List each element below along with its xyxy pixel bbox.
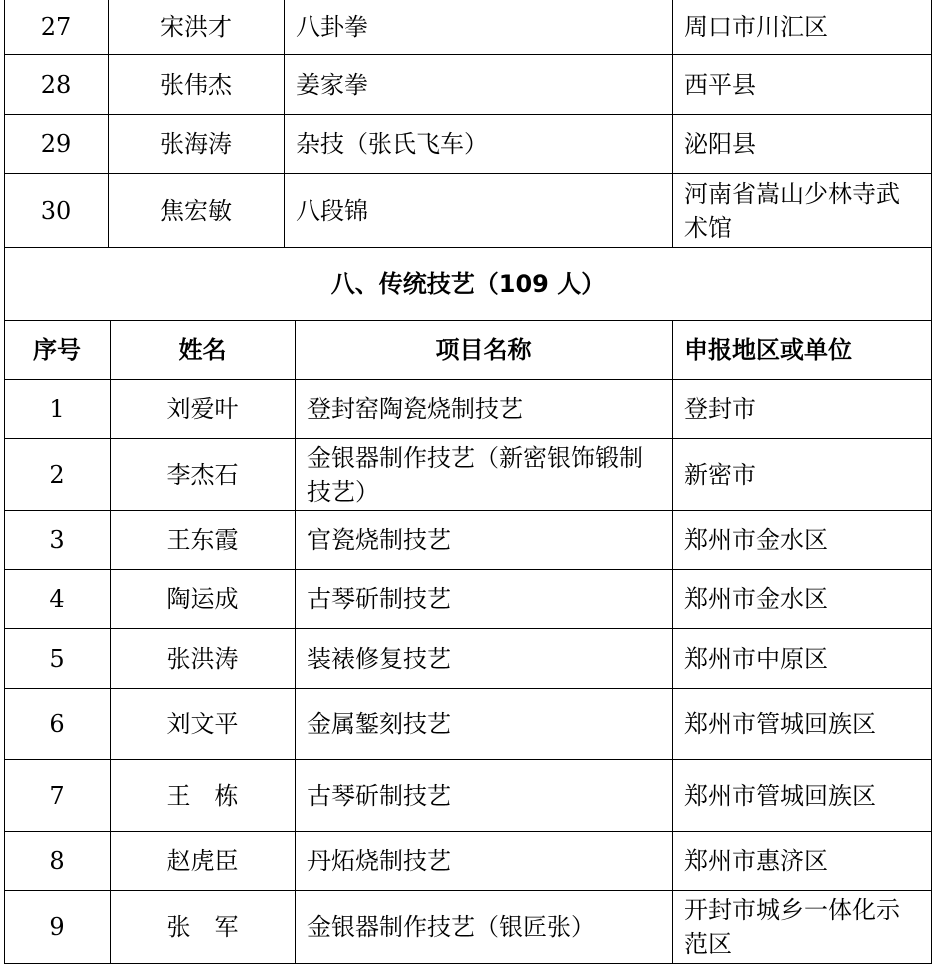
grid-line — [4, 379, 932, 380]
row-region: 郑州市管城回族区 — [684, 710, 876, 738]
row-region: 郑州市中原区 — [684, 644, 828, 673]
row-name: 张 军 — [166, 913, 239, 941]
grid-line — [4, 320, 932, 321]
row-number: 6 — [49, 710, 65, 738]
row-name: 赵虎臣 — [166, 847, 239, 875]
row-name: 王 栋 — [166, 781, 239, 810]
row-region: 新密市 — [684, 460, 756, 489]
row-number: 4 — [49, 585, 65, 613]
header-region: 申报地区或单位 — [684, 336, 852, 364]
row-project: 杂技（张氏飞车） — [296, 130, 488, 158]
row-project: 姜家拳 — [296, 70, 368, 99]
row-number: 5 — [49, 644, 65, 673]
row-name: 陶运成 — [166, 585, 239, 613]
row-project: 古琴斫制技艺 — [307, 585, 451, 613]
row-project: 登封窑陶瓷烧制技艺 — [307, 395, 523, 423]
row-region: 泌阳县 — [684, 130, 756, 158]
grid-line — [108, 0, 109, 248]
grid-line — [284, 0, 285, 248]
row-number: 2 — [49, 460, 65, 489]
grid-line — [4, 963, 932, 964]
row-project: 八卦拳 — [296, 13, 368, 41]
grid-line — [672, 0, 673, 248]
row-number: 29 — [40, 130, 72, 158]
grid-line — [4, 438, 932, 439]
row-project: 装裱修复技艺 — [307, 644, 451, 673]
row-project: 金银器制作技艺（新密银饰锻制技艺） — [307, 443, 643, 506]
row-number: 8 — [49, 847, 65, 875]
row-name: 张海涛 — [160, 130, 232, 158]
grid-line — [110, 320, 111, 964]
grid-line — [4, 114, 932, 115]
grid-line — [4, 54, 932, 55]
row-project: 金银器制作技艺（银匠张） — [307, 913, 595, 941]
row-project: 金属錾刻技艺 — [307, 710, 451, 738]
row-name: 刘文平 — [166, 710, 239, 738]
grid-line — [4, 759, 932, 760]
row-name: 宋洪才 — [160, 13, 232, 41]
row-number: 28 — [40, 70, 72, 99]
row-region: 郑州市惠济区 — [684, 847, 828, 875]
row-name: 王东霞 — [166, 526, 239, 554]
grid-line — [295, 320, 296, 964]
row-project: 官瓷烧制技艺 — [307, 526, 451, 554]
row-name: 刘爱叶 — [166, 395, 239, 423]
grid-line — [4, 890, 932, 891]
grid-line — [4, 0, 5, 964]
row-name: 张洪涛 — [166, 644, 239, 673]
grid-line — [4, 510, 932, 511]
row-project: 丹炻烧制技艺 — [307, 847, 451, 875]
row-region: 周口市川汇区 — [684, 13, 828, 41]
row-number: 27 — [40, 13, 72, 41]
row-number: 3 — [49, 526, 65, 554]
row-name: 张伟杰 — [160, 70, 232, 99]
grid-line — [4, 628, 932, 629]
section-title: 八、传统技艺（109 人） — [330, 270, 606, 298]
row-region: 开封市城乡一体化示范区 — [684, 896, 900, 958]
row-region: 郑州市管城回族区 — [684, 781, 876, 810]
header-name: 姓名 — [178, 336, 227, 364]
row-region: 郑州市金水区 — [684, 585, 828, 613]
grid-line — [4, 247, 932, 248]
row-project: 八段锦 — [296, 196, 368, 225]
row-region: 郑州市金水区 — [684, 526, 828, 554]
row-region: 西平县 — [684, 70, 756, 99]
header-project: 项目名称 — [435, 336, 532, 364]
grid-line — [672, 320, 673, 964]
grid-line — [4, 688, 932, 689]
row-project: 古琴斫制技艺 — [307, 781, 451, 810]
grid-line — [931, 0, 932, 964]
row-number: 7 — [49, 781, 65, 810]
grid-line — [4, 173, 932, 174]
row-number: 30 — [40, 196, 72, 225]
grid-line — [4, 831, 932, 832]
header-number: 序号 — [33, 336, 81, 364]
row-number: 9 — [49, 913, 65, 941]
row-number: 1 — [49, 395, 65, 423]
row-region: 河南省嵩山少林寺武术馆 — [684, 179, 900, 242]
grid-line — [4, 569, 932, 570]
row-name: 李杰石 — [166, 460, 239, 489]
row-name: 焦宏敏 — [160, 196, 232, 225]
row-region: 登封市 — [684, 395, 756, 423]
